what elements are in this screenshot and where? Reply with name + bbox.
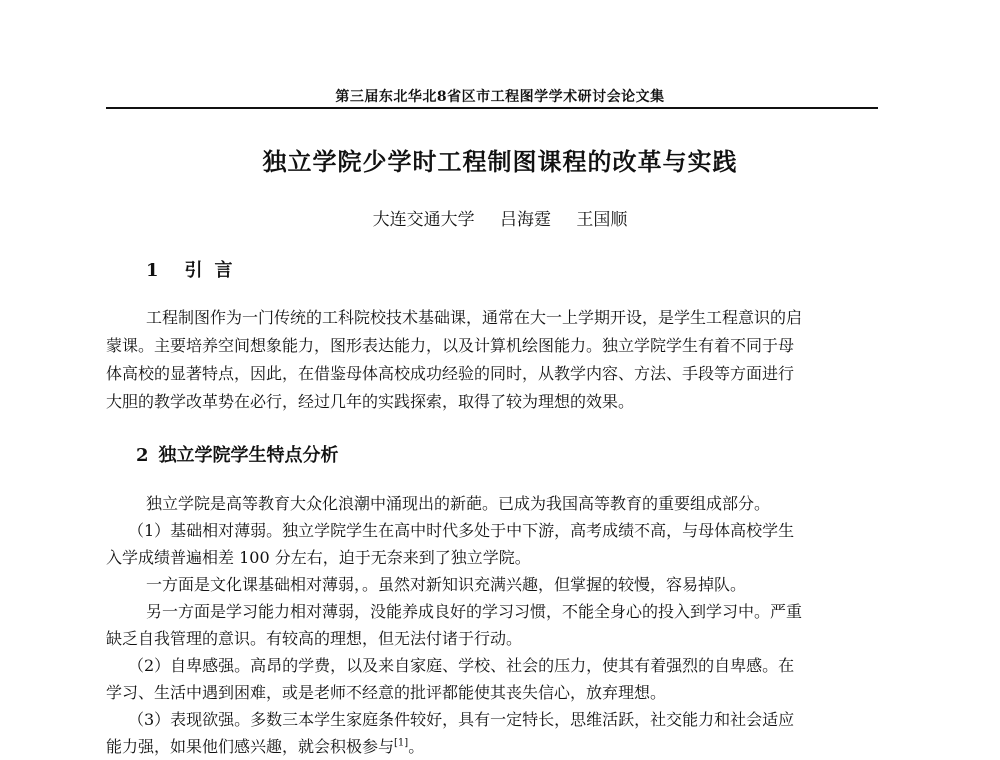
section-number: 2 bbox=[136, 445, 149, 466]
author-name: 王国顺 bbox=[576, 210, 628, 230]
text-line: 大胆的教学改革势在必行，经过几年的实践探索，取得了较为理想的效果。 bbox=[106, 392, 635, 411]
section-title: 引言 bbox=[184, 260, 245, 281]
paper-title: 独立学院少学时工程制图课程的改革与实践 bbox=[262, 148, 738, 176]
text-line: 另一方面是学习能力相对薄弱，没能养成良好的学习习惯，不能全身心的投入到学习中。严重 bbox=[146, 602, 803, 621]
author-name: 吕海霆 bbox=[500, 210, 551, 230]
text-fragment: 。 bbox=[408, 737, 425, 756]
authors-line bbox=[0, 205, 1000, 230]
section-title: 独立学院学生特点分析 bbox=[158, 445, 339, 466]
text-line: （3）表现欲强。多数三本学生家庭条件较好，具有一定特长，思维活跃，社交能力和社会适应 bbox=[128, 710, 795, 729]
text-line: 一方面是文化课基础相对薄弱，。虽然对新知识充满兴趣，但掌握的较慢，容易掉队。 bbox=[146, 575, 747, 594]
section-heading-2 bbox=[136, 441, 339, 467]
section-number: 1 bbox=[146, 260, 159, 281]
section-2-body bbox=[106, 490, 876, 760]
text-line: 学习、生活中遇到困难，或是老师不经意的批评都能使其丧失信心，放弃理想。 bbox=[106, 683, 667, 702]
header-rule bbox=[106, 107, 878, 109]
text-fragment: 能力强，如果他们感兴趣，就会积极参与 bbox=[106, 737, 395, 756]
text-line: 工程制图作为一门传统的工科院校技术基础课，通常在大一上学期开设，是学生工程意识的启 bbox=[146, 308, 803, 327]
text-line: 缺乏自我管理的意识。有较高的理想，但无法付诸于行动。 bbox=[106, 629, 523, 648]
text-line-with-citation bbox=[106, 733, 876, 760]
running-head: 第三届东北华北8省区市工程图学学术研讨会论文集 bbox=[335, 89, 665, 105]
text-line: 入学成绩普遍相差 100 分左右，迫于无奈来到了独立学院。 bbox=[106, 548, 531, 567]
text-line: 体高校的显著特点，因此，在借鉴母体高校成功经验的同时，从教学内容、方法、手段等方面进行 bbox=[106, 364, 795, 383]
text-line: 蒙课。主要培养空间想象能力，图形表达能力，以及计算机绘图能力。独立学院学生有着不同于母 bbox=[106, 336, 795, 355]
text-line: 独立学院是高等教育大众化浪潮中涌现出的新葩。已成为我国高等教育的重要组成部分。 bbox=[146, 494, 771, 513]
section-heading-1 bbox=[146, 256, 245, 282]
text-line: （1）基础相对薄弱。独立学院学生在高中时代多处于中下游，高考成绩不高，与母体高校学生 bbox=[128, 521, 795, 540]
affiliation: 大连交通大学 bbox=[372, 210, 475, 230]
section-1-body bbox=[106, 304, 876, 416]
text-line: （2）自卑感强。高昂的学费，以及来自家庭、学校、社会的压力，使其有着强烈的自卑感。在 bbox=[128, 656, 795, 675]
citation-ref: [1] bbox=[394, 737, 409, 749]
